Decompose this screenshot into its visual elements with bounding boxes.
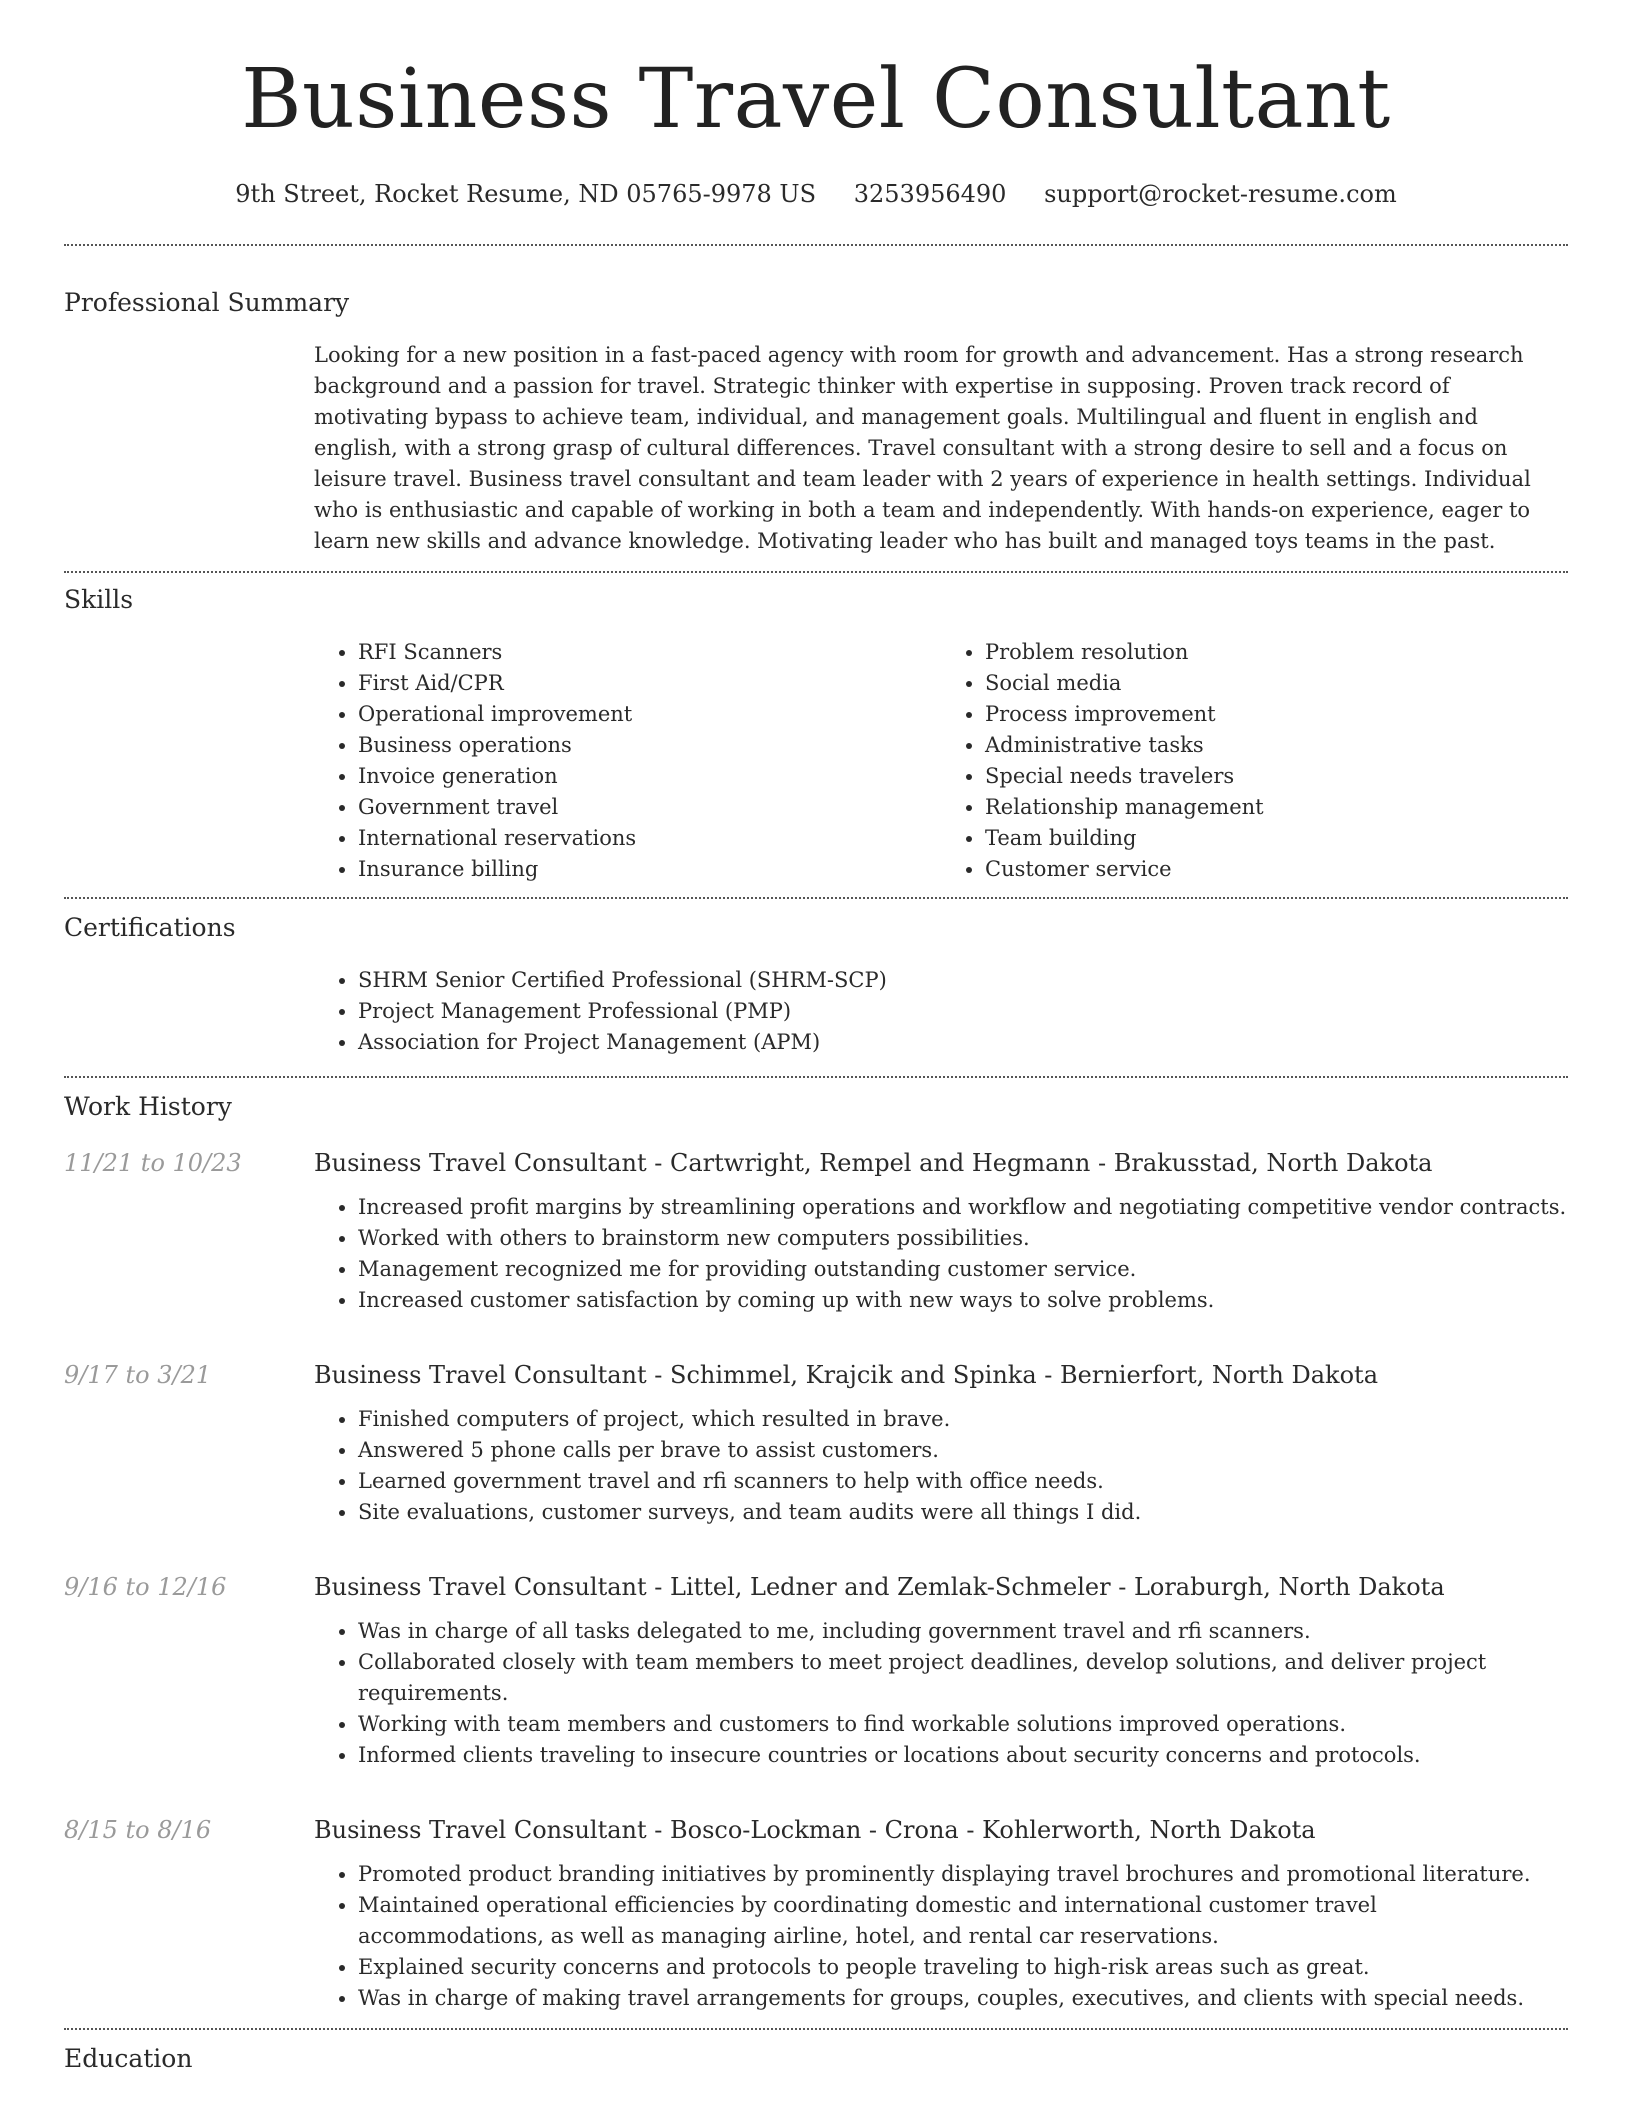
job-duties (314, 1859, 1568, 2014)
skill-item: • Customer service (985, 854, 1568, 885)
job-duty: • Working with team members and customers to find workable solutions improved operations. (358, 1709, 1568, 1740)
summary-text: Looking for a new position in a fast-paced agency with room for growth and advancement. Has a strong research background and a passion for travel. Strategic thinker with expertise in supposing. Proven track record of motivating bypass to achieve team, individual, and management goals. Multilingual and fluent in english and english, with a strong grasp of cultural differences. Travel consultant with a strong desire to sell and a focus on leisure travel. Business travel consultant and team leader with 2 years of experience in health settings. Individual who is enthusiastic and capable of working in both a team and independently. With hands-on experience, eager to learn new skills and advance knowledge. Motivating leader who has built and managed toys teams in the past. (314, 343, 1531, 553)
section-divider (64, 2028, 1568, 2030)
skills-column-left (314, 637, 941, 885)
job-duty: • Collaborated closely with team members to meet project deadlines, develop solutions, and deliver project requirements. (358, 1647, 1568, 1709)
job-entry (64, 1813, 1568, 2014)
contact-email: support@rocket-resume.com (1044, 180, 1397, 208)
contact-line (64, 178, 1568, 210)
skills-heading: Skills (64, 585, 134, 614)
section-divider (64, 571, 1568, 573)
job-duty: • Finished computers of project, which resulted in brave. (358, 1404, 1568, 1435)
summary-heading: Professional Summary (64, 288, 350, 317)
job-duty: • Worked with others to brainstorm new computers possibilities. (358, 1223, 1568, 1254)
job-dates: 11/21 to 10/23 (64, 1149, 242, 1177)
job-duties (314, 1616, 1568, 1771)
job-dates: 9/17 to 3/21 (64, 1361, 212, 1389)
job-duty: • Increased customer satisfaction by coming up with new ways to solve problems. (358, 1285, 1568, 1316)
job-title: Business Travel Consultant - Bosco-Lockman - Crona - Kohlerworth, North Dakota (314, 1816, 1316, 1844)
job-entry (64, 1146, 1568, 1316)
skill-item: • Operational improvement (358, 699, 941, 730)
job-title: Business Travel Consultant - Cartwright, Rempel and Hegmann - Brakusstad, North Dakota (314, 1149, 1433, 1177)
skill-item: • Invoice generation (358, 761, 941, 792)
job-duty: • Maintained operational efficiencies by coordinating domestic and international customer travel accommodations, as well as managing airline, hotel, and rental car reservations. (358, 1890, 1568, 1952)
job-title: Business Travel Consultant - Littel, Ledner and Zemlak-Schmeler - Loraburgh, North Dakota (314, 1573, 1445, 1601)
certifications-list (314, 965, 1568, 1058)
skills-list (314, 637, 1568, 885)
certification-item: • SHRM Senior Certified Professional (SHRM-SCP) (358, 965, 1568, 996)
skills-column-right (941, 637, 1568, 885)
job-duty: • Increased profit margins by streamlining operations and workflow and negotiating competitive vendor contracts. (358, 1192, 1568, 1223)
skill-item: • Relationship management (985, 792, 1568, 823)
skill-item: • Insurance billing (358, 854, 941, 885)
job-duty: • Promoted product branding initiatives by prominently displaying travel brochures and promotional literature. (358, 1859, 1568, 1890)
skill-item: • Team building (985, 823, 1568, 854)
job-entry (64, 1570, 1568, 1771)
job-duty: • Informed clients traveling to insecure countries or locations about security concerns and protocols. (358, 1740, 1568, 1771)
job-duty: • Management recognized me for providing outstanding customer service. (358, 1254, 1568, 1285)
skill-item: • Government travel (358, 792, 941, 823)
section-divider (64, 1076, 1568, 1078)
skill-item: • Process improvement (985, 699, 1568, 730)
job-duty: • Site evaluations, customer surveys, and team audits were all things I did. (358, 1497, 1568, 1528)
certifications-heading: Certifications (64, 913, 236, 942)
job-duty: • Explained security concerns and protocols to people traveling to high-risk areas such as great. (358, 1952, 1568, 1983)
skill-item: • Administrative tasks (985, 730, 1568, 761)
skill-item: • Business operations (358, 730, 941, 761)
job-dates: 8/15 to 8/16 (64, 1816, 212, 1844)
skill-item: • Special needs travelers (985, 761, 1568, 792)
contact-phone: 3253956490 (853, 180, 1007, 208)
skill-item: • RFI Scanners (358, 637, 941, 668)
skill-item: • First Aid/CPR (358, 668, 941, 699)
work-history-heading: Work History (64, 1092, 232, 1121)
job-entry (64, 1358, 1568, 1528)
education-heading: Education (64, 2044, 193, 2073)
skill-item: • Problem resolution (985, 637, 1568, 668)
job-duty: • Was in charge of making travel arrangements for groups, couples, executives, and clients with special needs. (358, 1983, 1568, 2014)
job-duties (314, 1404, 1568, 1528)
certification-item: • Project Management Professional (PMP) (358, 996, 1568, 1027)
job-duties (314, 1192, 1568, 1316)
job-title: Business Travel Consultant - Schimmel, Krajcik and Spinka - Bernierfort, North Dakota (314, 1361, 1379, 1389)
contact-address: 9th Street, Rocket Resume, ND 05765-9978 US (235, 180, 817, 208)
job-dates: 9/16 to 12/16 (64, 1573, 227, 1601)
job-duty: • Answered 5 phone calls per brave to assist customers. (358, 1435, 1568, 1466)
job-duty: • Was in charge of all tasks delegated to me, including government travel and rfi scanners. (358, 1616, 1568, 1647)
section-divider (64, 244, 1568, 246)
job-duty: • Learned government travel and rfi scanners to help with office needs. (358, 1466, 1568, 1497)
resume-name: Business Travel Consultant (241, 52, 1391, 147)
skill-item: • International reservations (358, 823, 941, 854)
certification-item: • Association for Project Management (APM) (358, 1027, 1568, 1058)
section-divider (64, 897, 1568, 899)
skill-item: • Social media (985, 668, 1568, 699)
